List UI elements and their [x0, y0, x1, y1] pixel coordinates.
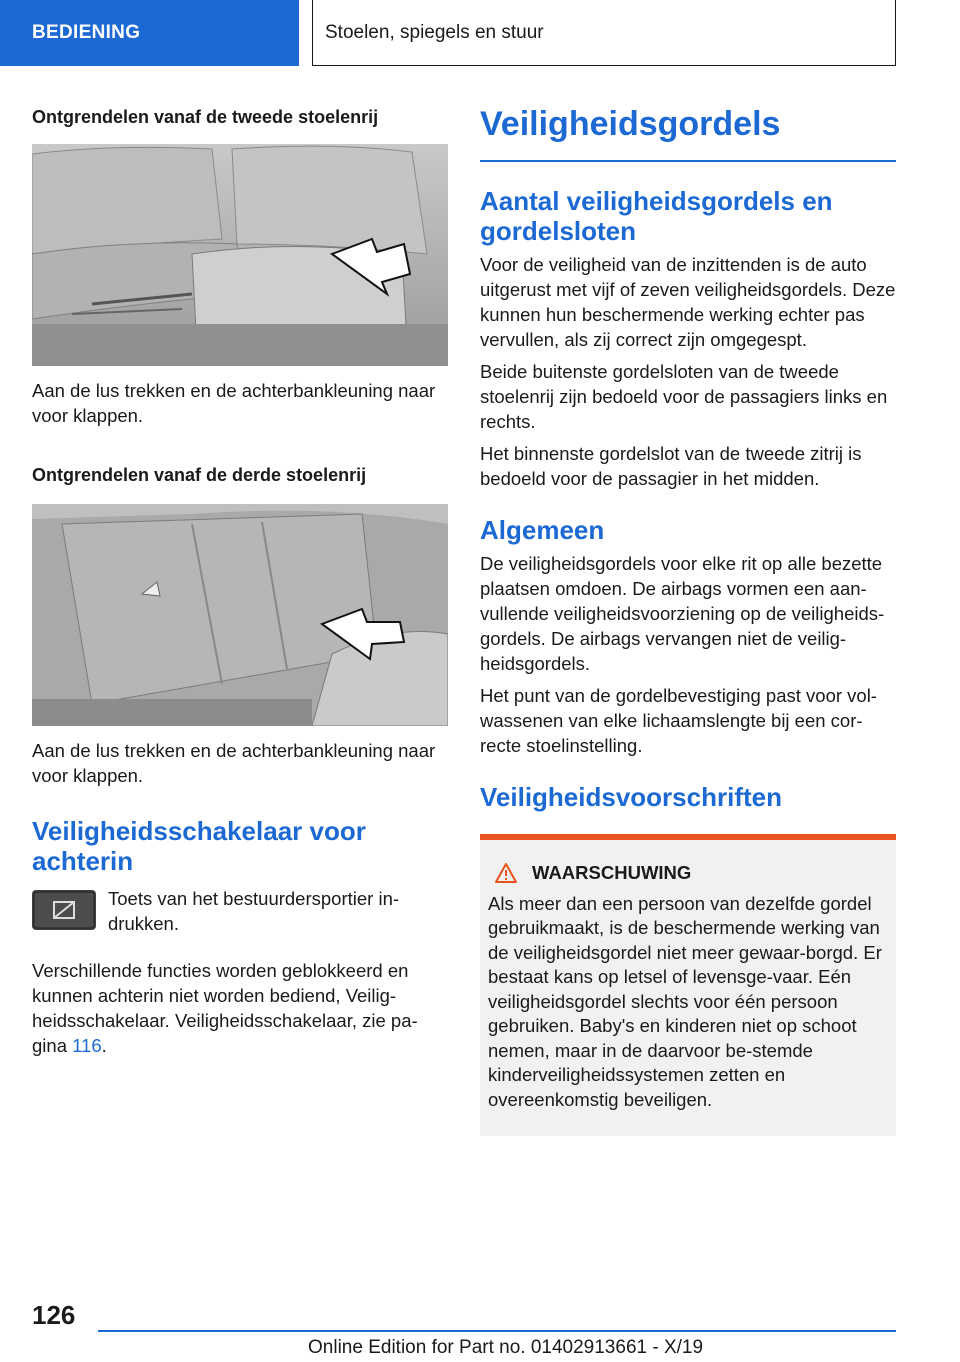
- left-column: [32, 104, 448, 1058]
- chapter-tab: [312, 0, 896, 66]
- paragraph-belt-count: Voor de veiligheid van de inzittenden is de auto uitgerust met vijf of zeven veiligheidsgordels. Deze kunnen hun beschermende werking echter pas vervullen, als zij correct zijn omgegespt.: [480, 253, 896, 350]
- section-tab: [0, 0, 299, 66]
- page-ref-link[interactable]: 116: [72, 1035, 102, 1056]
- safety-switch-text: Verschillende functies worden geblokkeerd en kunnen achterin niet worden bediend, Veilig-heidsschakelaar. Veiligheidsschakelaar, zie pa-gina: [32, 960, 418, 1056]
- heading-second-row: Ontgrendelen vanaf de tweede stoelenrij: [32, 107, 379, 127]
- title-rule: [480, 160, 896, 162]
- subheading-general: Algemeen: [480, 514, 605, 545]
- footer-rule: [98, 1330, 896, 1332]
- warning-box: [480, 834, 896, 1137]
- section-title-safety-switch: Veiligheidsschakelaar voor achterin: [32, 816, 366, 876]
- safety-switch-body: [32, 958, 448, 1058]
- paragraph-inner-buckle: Het binnenste gordelslot van de tweede zitrij is bedoeld voor de passagier in het midden.: [480, 442, 862, 489]
- warning-text: Als meer dan een persoon van dezelfde gordel gebruikmaakt, is de beschermende werking van de veiligheidsgordel niet meer gewaar-borgd. Er bestaat kans op letsel of levensge-vaar. Eén veiligheidsgordel slechts voor één persoon gebruiken. Baby's en kinderen niet op schoot nemen, maar in de daarvoor be-stemde kinderveiligheidssystemen zetten en overeenkomstig beveiligen.: [488, 892, 882, 1110]
- subheading-safety-rules: Veiligheidsvoorschriften: [480, 781, 782, 812]
- photo-second-row-seat: [32, 144, 448, 366]
- page-title: Veiligheidsgordels: [480, 105, 781, 143]
- page-number: 126: [32, 1300, 76, 1330]
- edition-note: Online Edition for Part no. 01402913661 - X/19: [308, 1337, 704, 1358]
- switch-instruction: Toets van het bestuurdersportier in-drukken.: [108, 888, 400, 934]
- child-lock-switch-icon: [32, 890, 96, 930]
- safety-switch-text-end: .: [101, 1035, 107, 1056]
- subheading-belt-count: Aantal veiligheidsgordels en gordelsloten: [480, 185, 833, 246]
- photo-third-row-seat: [32, 504, 448, 726]
- paragraph-general: De veiligheidsgordels voor elke rit op alle bezette plaatsen omdoen. De airbags vormen een aan-vullende veiligheidsvoorziening op de veiligheids-gordels. De airbags vervangen niet de veilig-heidsgordels.: [480, 552, 885, 674]
- section-label: BEDIENING: [32, 22, 141, 43]
- switch-row: [32, 886, 448, 936]
- caption-second-row: Aan de lus trekken en de achterbankleuning naar voor klappen.: [32, 380, 436, 426]
- right-column: [480, 104, 896, 1136]
- warning-heading: [488, 862, 888, 884]
- paragraph-outer-buckles: Beide buitenste gordelsloten van de tweede stoelenrij zijn bedoeld voor de passagiers links en rechts.: [480, 360, 888, 432]
- heading-third-row: Ontgrendelen vanaf de derde stoelenrij: [32, 465, 367, 485]
- warning-triangle-icon: [494, 862, 518, 884]
- caption-third-row: Aan de lus trekken en de achterbankleuning naar voor klappen.: [32, 740, 436, 786]
- paragraph-anchor-point: Het punt van de gordelbevestiging past voor vol-wassenen van elke lichaamslengte bij een cor-recte stoelinstelling.: [480, 684, 877, 756]
- warning-label: WAARSCHUWING: [532, 861, 692, 883]
- chapter-label: Stoelen, spiegels en stuur: [325, 21, 544, 43]
